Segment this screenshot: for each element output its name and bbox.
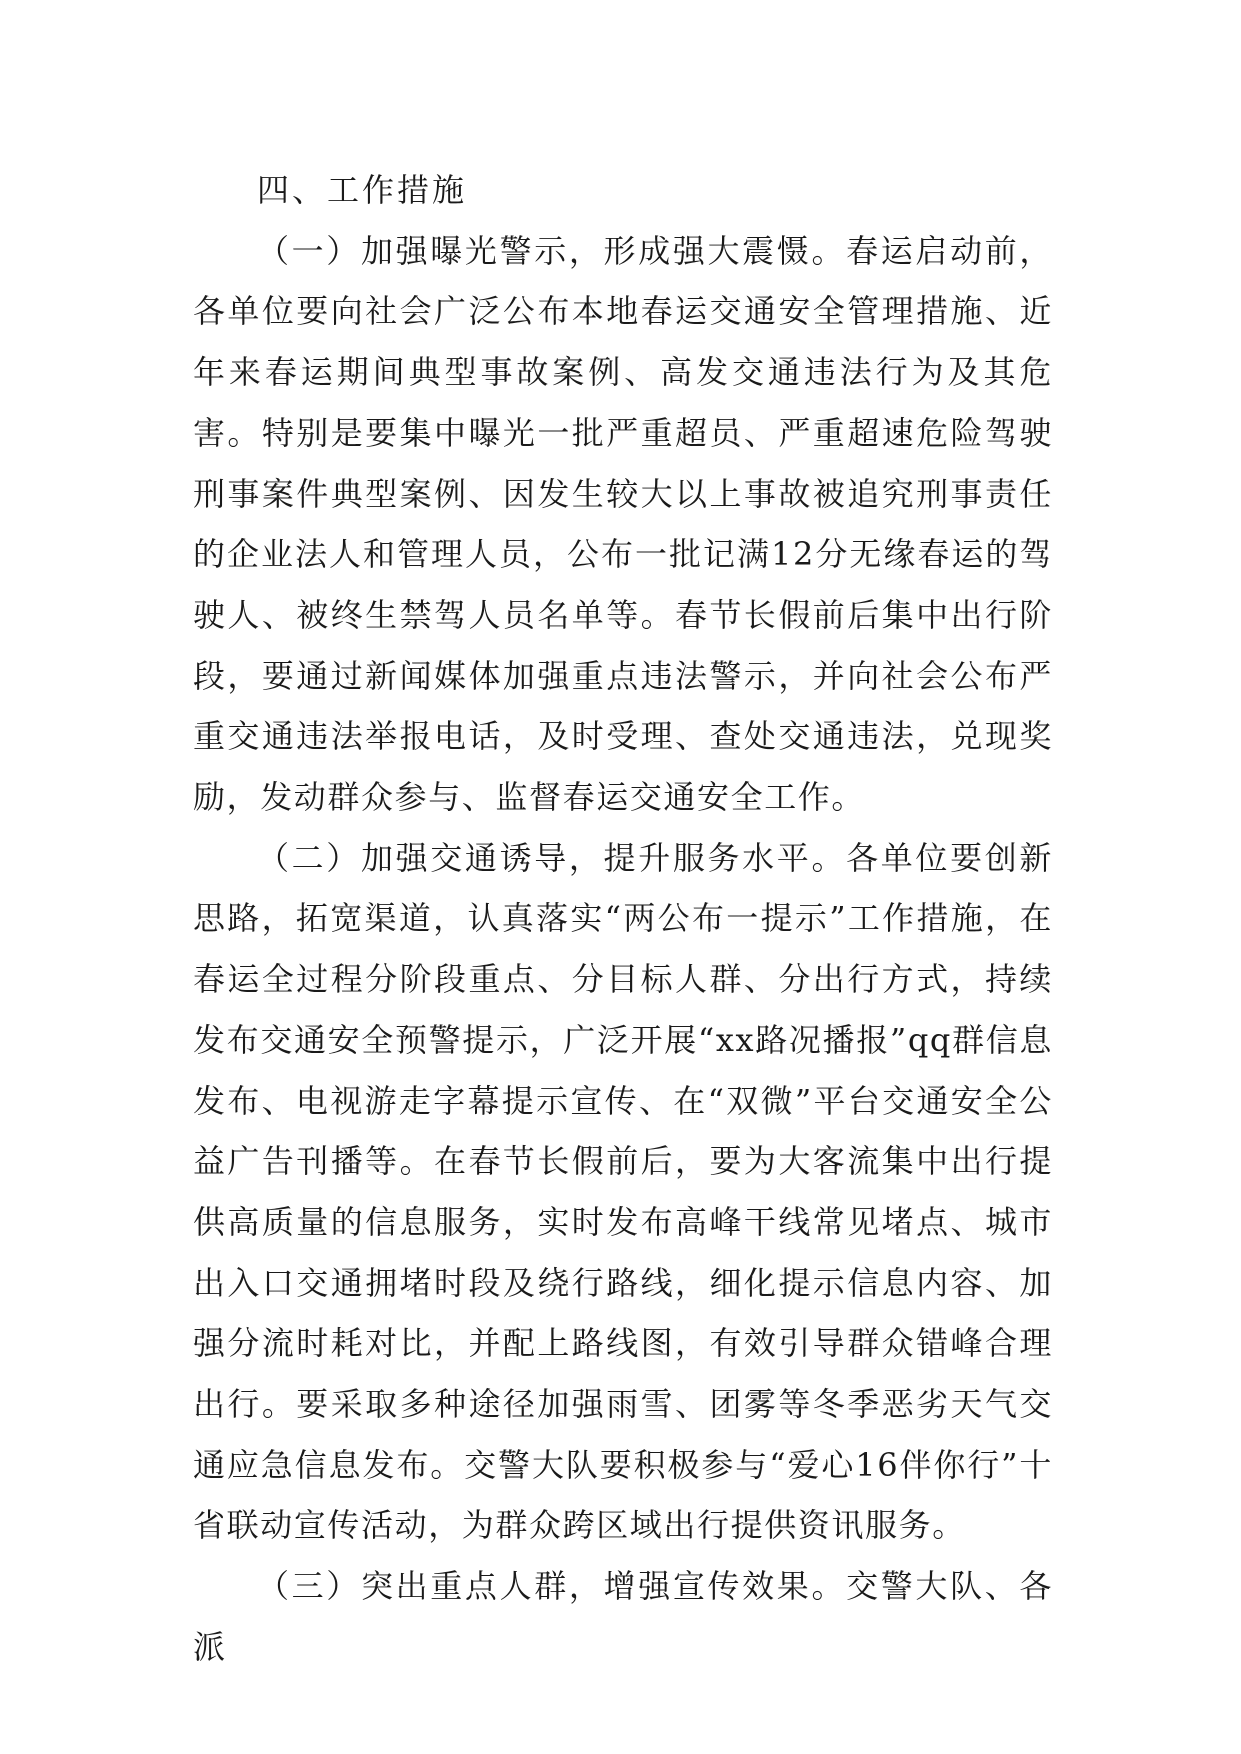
paragraph-measure-1: （一）加强曝光警示，形成强大震慑。春运启动前，各单位要向社会广泛公布本地春运交通安全管理措施、近年来春运期间典型事故案例、高发交通违法行为及其危害。特别是要集中曝光一批严重超员、严重超速危险驾驶刑事案件典型案例、因发生较大以上事故被追究刑事责任的企业法人和管理人员，公布一批记满12分无缘春运的驾驶人、被终生禁驾人员名单等。春节长假前后集中出行阶段，要通过新闻媒体加强重点违法警示，并向社会公布严重交通违法举报电话，及时受理、查处交通违法，兑现奖励，发动群众参与、监督春运交通安全工作。 <box>193 231 1053 817</box>
document-body <box>193 160 1053 1678</box>
section-heading: 四、工作措施 <box>257 171 468 209</box>
paragraph-measure-2: （二）加强交通诱导，提升服务水平。各单位要创新思路，拓宽渠道，认真落实“两公布一提示”工作措施，在春运全过程分阶段重点、分目标人群、分出行方式，持续发布交通安全预警提示，广泛开展“xx路况播报”qq群信息发布、电视游走字幕提示宣传、在“双微”平台交通安全公益广告刊播等。在春节长假前后，要为大客流集中出行提供高质量的信息服务，实时发布高峰干线常见堵点、城市出入口交通拥堵时段及绕行路线，细化提示信息内容、加强分流时耗对比，并配上路线图，有效引导群众错峰合理出行。要采取多种途径加强雨雪、团雾等冬季恶劣天气交通应急信息发布。交警大队要积极参与“爱心16伴你行”十省联动宣传活动，为群众跨区域出行提供资讯服务。 <box>193 838 1053 1545</box>
paragraph-measure-3: （三）突出重点人群，增强宣传效果。交警大队、各派 <box>193 1567 1053 1666</box>
